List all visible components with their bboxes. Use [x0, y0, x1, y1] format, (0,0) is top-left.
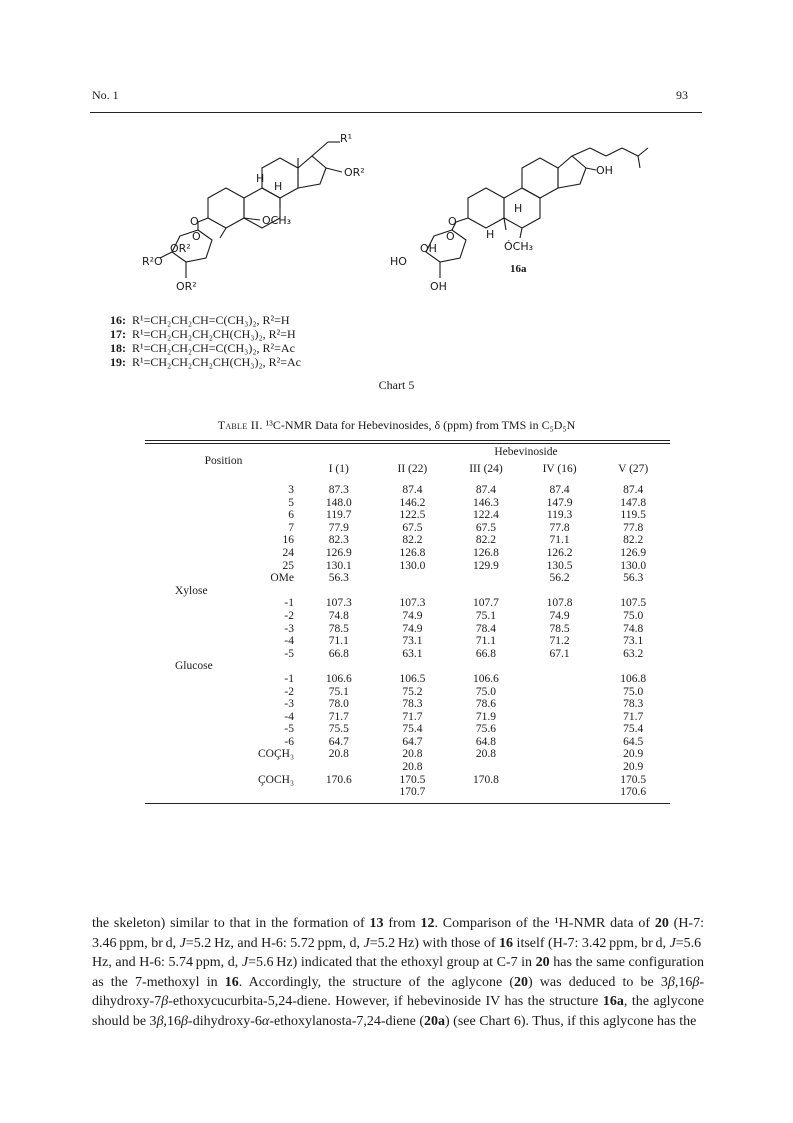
value-cell: 71.9	[475, 710, 497, 723]
table-bottom-rule	[145, 803, 670, 804]
position-cell: Xylose	[175, 584, 208, 597]
label-och3: OCH₃	[262, 214, 292, 227]
value-cell: 106.5	[399, 672, 426, 685]
value-cell: 71.1	[328, 635, 349, 648]
table-row	[145, 547, 670, 560]
value-cell	[449, 786, 523, 799]
position-cell: 7	[288, 521, 294, 534]
label-oh-ring: OH	[420, 242, 437, 255]
body-paragraph	[92, 914, 704, 1032]
position-cell: -1	[284, 597, 294, 610]
value-cell	[523, 774, 597, 787]
label-oh-side: OH	[596, 164, 613, 177]
value-cell: 130.5	[546, 559, 573, 572]
table-row	[145, 478, 670, 497]
table-row	[145, 711, 670, 724]
table-row	[145, 774, 670, 787]
value-cell: 73.1	[402, 635, 423, 648]
value-cell: 56.3	[623, 572, 644, 585]
value-cell: 126.8	[473, 546, 499, 559]
table-group-row	[145, 585, 670, 598]
value-cell: 20.8	[402, 748, 423, 761]
table-row	[145, 560, 670, 573]
value-cell: 63.1	[402, 647, 423, 660]
table-caption	[0, 418, 793, 433]
value-cell: 170.6	[620, 786, 647, 799]
value-cell: 75.6	[475, 723, 497, 736]
position-cell: -2	[284, 609, 294, 622]
value-cell: 130.1	[325, 559, 352, 572]
structure-16a	[426, 148, 648, 278]
position-cell: -3	[284, 698, 294, 711]
value-cell: 147.8	[620, 496, 647, 509]
position-cell: -1	[284, 672, 294, 685]
value-cell: 122.5	[399, 509, 426, 522]
table-row	[145, 723, 670, 736]
value-cell: 78.0	[328, 698, 349, 711]
value-cell: 56.3	[328, 572, 349, 585]
value-cell	[449, 572, 523, 585]
value-cell: 71.7	[623, 710, 644, 723]
value-cell	[523, 723, 597, 736]
table-row	[145, 610, 670, 623]
label-h1: H	[256, 172, 265, 185]
value-cell: 170.5	[620, 773, 647, 786]
value-cell: 20.9	[623, 761, 644, 774]
hebevinoside-group-header: Hebevinoside	[494, 446, 558, 459]
table-row	[145, 522, 670, 535]
value-cell: 107.3	[325, 597, 352, 610]
value-cell: 74.9	[549, 609, 570, 622]
ring-d-16a	[558, 156, 586, 188]
compound-16-line	[110, 313, 301, 327]
value-cell: 20.8	[402, 761, 423, 774]
value-cell	[523, 736, 597, 749]
position-cell: Glucose	[175, 660, 213, 673]
value-cell: 146.2	[399, 496, 426, 509]
column-header: I (1)	[328, 463, 349, 476]
table-row	[145, 761, 670, 774]
column-header: III (24)	[469, 463, 503, 476]
value-cell: 148.0	[325, 496, 352, 509]
value-cell: 119.7	[326, 509, 352, 522]
value-cell: 77.8	[549, 521, 570, 534]
label-compound-16a: 16a	[510, 263, 527, 275]
table-row	[145, 572, 670, 585]
value-cell: 170.5	[399, 773, 426, 786]
value-cell: 20.8	[475, 748, 497, 761]
value-cell: 75.2	[402, 685, 423, 698]
value-cell: 107.5	[620, 597, 647, 610]
table-row	[145, 623, 670, 636]
position-cell	[145, 761, 302, 774]
value-cell: 64.8	[475, 735, 497, 748]
label-h4: H	[486, 228, 495, 241]
value-cell: 130.0	[620, 559, 647, 572]
value-cell: 64.5	[623, 735, 644, 748]
label-or2-bottom: OR²	[176, 280, 197, 293]
compound-substituents: R¹=CH₂CH₂CH₂CH(CH₃)₂, R²=Ac	[132, 355, 301, 369]
value-cell: 71.1	[475, 635, 497, 648]
value-cell: 74.8	[623, 622, 644, 635]
table-row	[145, 509, 670, 522]
compound-number: 18:	[110, 341, 126, 355]
value-cell: 71.2	[549, 635, 570, 648]
position-header: Position	[204, 454, 243, 467]
value-cell: 82.2	[475, 534, 497, 547]
label-o-right: O	[448, 215, 457, 228]
value-cell: 78.4	[475, 622, 497, 635]
compound-substituents: R¹=CH₂CH₂CH=C(CH₃)₂, R²=Ac	[132, 341, 295, 355]
ring-a-16a	[468, 188, 504, 228]
nmr-table	[145, 440, 670, 804]
value-cell	[523, 748, 597, 761]
value-cell: 74.8	[328, 609, 349, 622]
table-row	[145, 597, 670, 610]
value-cell: 67.1	[549, 647, 570, 660]
label-h2: H	[274, 180, 283, 193]
value-cell	[302, 761, 376, 774]
label-och3-right: ÓCH₃	[504, 240, 534, 253]
column-header: II (22)	[397, 463, 428, 476]
value-cell: 126.9	[620, 546, 647, 559]
compound-substituents: R¹=CH₂CH₂CH₂CH(CH₃)₂, R²=H	[132, 327, 296, 341]
value-cell: 126.9	[325, 546, 352, 559]
body-paragraph-text: the skeleton) similar to that in the formation of 13 from 12. Comparison of the ¹H-NMR data of 20 (H-7: 3.46 ppm, br d, J=5.2 Hz, and H-6: 5.72 ppm, d, J=5.2 Hz) with those of 16 itself (H-7: 3.42 ppm, br d, J=5.6 Hz, and H-6: 5.74 ppm, d, J=5.6 Hz) indicated that the ethoxyl group at C-7 in 20 has the same configuration as the 7-methoxyl in 16. Accordingly, the structure of the aglycone (20) was deduced to be 3β,16β-dihydroxy-7β-ethoxycucurbita-5,24-diene. However, if hebevinoside IV has the structure 16a, the aglycone should be 3β,16β-dihydroxy-6α-ethoxylanosta-7,24-diene (20a) (see Chart 6). Thus, if this aglycone has the	[92, 916, 704, 1029]
value-cell: 77.9	[328, 521, 349, 534]
label-oh-bottom: OH	[430, 280, 447, 293]
table-row	[145, 698, 670, 711]
value-cell: 170.8	[473, 773, 499, 786]
position-cell: -4	[284, 635, 294, 648]
value-cell: 106.6	[325, 672, 352, 685]
position-cell: -4	[284, 710, 294, 723]
value-cell: 170.6	[325, 773, 352, 786]
position-cell: -5	[284, 647, 294, 660]
value-cell: 71.7	[402, 710, 423, 723]
compound-number: 19:	[110, 355, 126, 369]
compound-17-line	[110, 327, 301, 341]
value-cell: 82.3	[328, 534, 349, 547]
value-cell	[523, 673, 597, 686]
value-cell: 75.5	[328, 723, 349, 736]
position-cell: 6	[288, 509, 294, 522]
column-header: IV (16)	[542, 463, 577, 476]
label-o-ring: O	[192, 230, 201, 243]
table-caption-prefix: Table II.	[217, 418, 263, 432]
page-number: 93	[676, 88, 688, 102]
value-cell	[523, 711, 597, 724]
ring-c-16a	[522, 158, 558, 198]
value-cell: 75.0	[623, 685, 644, 698]
value-cell: 64.7	[328, 735, 349, 748]
value-cell: 75.0	[475, 685, 497, 698]
label-or2-ring: OR²	[170, 242, 191, 255]
compound-definitions	[110, 313, 301, 369]
value-cell	[523, 698, 597, 711]
value-cell: 66.8	[328, 647, 349, 660]
label-o-left: O	[190, 215, 199, 228]
position-cell: -2	[284, 685, 294, 698]
structure-16-19	[160, 142, 342, 278]
compound-number: 17:	[110, 327, 126, 341]
position-cell: 16	[282, 534, 294, 547]
value-cell: 82.2	[402, 534, 423, 547]
value-cell: 78.6	[475, 698, 497, 711]
value-cell: 87.4	[475, 484, 497, 496]
value-cell: 75.0	[623, 609, 644, 622]
table-row	[145, 686, 670, 699]
label-o-ring-right: O	[446, 230, 455, 243]
value-cell: 75.1	[328, 685, 349, 698]
value-cell	[523, 761, 597, 774]
table-row	[145, 635, 670, 648]
position-cell: 25	[282, 559, 294, 572]
table-caption-text: ¹³C-NMR Data for Hebevinosides, δ (ppm) from TMS in C₅D₅N	[265, 418, 576, 432]
position-cell: 5	[288, 496, 294, 509]
position-cell: -6	[284, 735, 294, 748]
position-cell: 3	[288, 484, 294, 496]
value-cell: 147.9	[546, 496, 573, 509]
value-cell: 87.4	[623, 484, 644, 496]
label-ho: HO	[390, 255, 407, 268]
table-row	[145, 648, 670, 661]
label-h3: H	[514, 202, 523, 215]
value-cell: 63.2	[623, 647, 644, 660]
table-row	[145, 497, 670, 510]
value-cell: 64.7	[402, 735, 423, 748]
value-cell: 77.8	[623, 521, 644, 534]
value-cell: 129.9	[473, 559, 499, 572]
value-cell: 107.7	[473, 597, 499, 610]
ring-a	[208, 188, 244, 228]
value-cell: 73.1	[623, 635, 644, 648]
value-cell: 87.3	[328, 484, 349, 496]
value-cell: 75.4	[623, 723, 644, 736]
position-cell: -3	[284, 622, 294, 635]
table-row	[145, 673, 670, 686]
value-cell: 78.3	[623, 698, 644, 711]
value-cell: 75.4	[402, 723, 423, 736]
value-cell: 20.8	[328, 748, 349, 761]
table-group-row	[145, 660, 670, 673]
position-cell	[145, 786, 302, 799]
value-cell: 122.4	[473, 509, 499, 522]
column-header: V (27)	[618, 463, 649, 476]
value-cell	[523, 686, 597, 699]
value-cell: 78.3	[402, 698, 423, 711]
compound-substituents: R¹=CH₂CH₂CH=C(CH₃)₂, R²=H	[132, 313, 290, 327]
value-cell	[302, 786, 376, 799]
compound-18-line	[110, 341, 301, 355]
value-cell: 71.1	[549, 534, 570, 547]
compound-19-line	[110, 355, 301, 369]
position-cell: -5	[284, 723, 294, 736]
running-header-journal-issue: No. 1	[92, 88, 119, 102]
value-cell: 106.8	[620, 672, 647, 685]
label-or2-side: OR²	[344, 166, 365, 179]
value-cell: 106.6	[473, 672, 499, 685]
value-cell: 107.8	[546, 597, 573, 610]
header-rule	[90, 112, 702, 113]
label-r1: R¹	[340, 132, 353, 145]
position-cell: COÇH₃	[258, 748, 294, 761]
value-cell: 146.3	[473, 496, 499, 509]
value-cell: 74.9	[402, 609, 423, 622]
position-cell: 24	[282, 546, 294, 559]
value-cell: 82.2	[623, 534, 644, 547]
value-cell: 66.8	[475, 647, 497, 660]
label-r2o: R²O	[142, 255, 163, 268]
value-cell: 20.9	[623, 748, 644, 761]
value-cell: 170.7	[399, 786, 426, 799]
value-cell: 74.9	[402, 622, 423, 635]
value-cell: 119.3	[546, 509, 573, 522]
value-cell: 78.5	[549, 622, 570, 635]
chemical-structures-chart-5	[142, 128, 650, 308]
position-cell: ÇOCH₃	[258, 773, 294, 786]
value-cell: 78.5	[328, 622, 349, 635]
table-row	[145, 736, 670, 749]
ring-d	[298, 156, 326, 188]
compound-number: 16:	[110, 313, 126, 327]
chart-label: Chart 5	[378, 378, 415, 392]
table-row	[145, 786, 670, 799]
value-cell	[376, 572, 450, 585]
value-cell: 75.1	[475, 609, 497, 622]
value-cell: 56.2	[549, 572, 570, 585]
value-cell: 119.5	[620, 509, 646, 522]
value-cell: 126.2	[546, 546, 573, 559]
table-row	[145, 748, 670, 761]
value-cell	[449, 761, 523, 774]
value-cell: 130.0	[399, 559, 426, 572]
value-cell: 87.4	[402, 484, 423, 496]
position-cell: OMe	[270, 572, 294, 585]
value-cell: 126.8	[399, 546, 426, 559]
value-cell: 71.7	[328, 710, 349, 723]
value-cell	[523, 786, 597, 799]
table-row	[145, 534, 670, 547]
value-cell: 67.5	[402, 521, 423, 534]
value-cell: 87.4	[549, 484, 570, 496]
value-cell: 67.5	[475, 521, 497, 534]
value-cell: 107.3	[399, 597, 426, 610]
